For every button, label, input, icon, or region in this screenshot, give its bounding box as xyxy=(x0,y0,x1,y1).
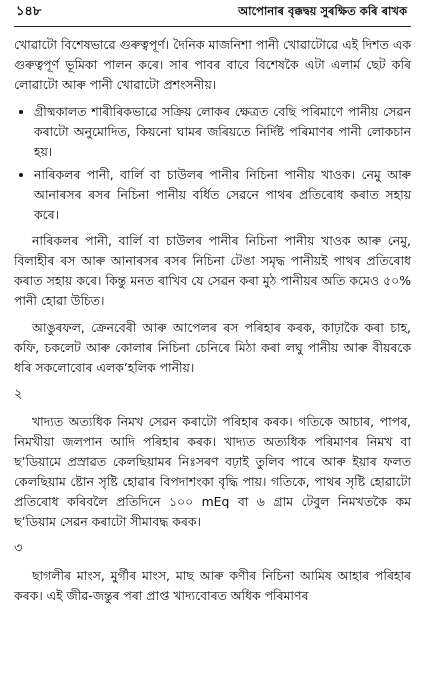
section-number: ৩ xyxy=(14,541,23,556)
paragraph: নাৰিকলৰ পানী, বাৰ্লি বা চাউলৰ পানীৰ নিচিনা পানীয় খাওক আৰু নেমু, বিলাহীৰ ৰস আৰু আনাৰসৰ ৰসৰ নিচিনা টেঙা সমৃদ্ধ পানীয়ই পাথৰ প্ৰতিৰোধ কৰাত সহায় কৰে। কিন্তু মনত ৰাখিব যে সেৱন কৰা মুঠ পানীয়ৰ অতি কমেও ৫০% পানী হোৱা উচিত। xyxy=(14,233,411,308)
section-number: ২ xyxy=(14,387,23,402)
running-title: আপোনাৰ বৃক্কদ্বয় সুৰক্ষিত কৰি ৰাখক xyxy=(238,4,407,18)
paragraph: খোৱাটো বিশেষভাৱে গুৰুত্বপূৰ্ণ। দৈনিক মাজনিশা পানী খোৱাটোৱে এই দিশত এক গুৰুত্বপূৰ্ণ ভূমিকা পালন কৰে। সাৰ পাবৰ বাবে বিশেষকৈ এটা এলাৰ্ম ছেট কৰি লোৱাটো আৰু পানী খোৱাটো প্ৰশংসনীয়। xyxy=(14,37,411,92)
page-number: ১৪৮ xyxy=(16,4,42,19)
paragraph: ছাগলীৰ মাংস, মুৰ্গীৰ মাংস, মাছ আৰু কণীৰ নিচিনা আমিষ আহাৰ পৰিহাৰ কৰক। এই জীৱ-জন্তুৰ পৰা প্ৰাপ্ত খাদ্যবোৰত অধিক পৰিমাণৰ xyxy=(14,568,411,603)
paragraph: খাদ্যত অত্যধিক নিমখ সেৱন কৰাটো পৰিহাৰ কৰক। গতিকে আচাৰ, পাপৰ, নিমখীয়া জলপান আদি পৰিহাৰ কৰক। খাদ্যত অত্যধিক পৰিমাণৰ নিমখ বা ছʼডিয়ামে প্ৰস্ৰাৱত কেলছিয়ামৰ নিঃসৰণ বঢ়াই তুলিব পাৰে আৰু ইয়াৰ ফলত কেলছিয়াম ষ্টোন সৃষ্টি হোৱাৰ বিপদাশংকা বৃদ্ধি পায়। গতিকে, পাথৰ সৃষ্টি হোৱাটো প্ৰতিৰোধ কৰিবলৈ প্ৰতিদিনে ১০০ mEq বা ৬ গ্ৰাম টেবুল নিমখতকৈ কম ছʼডিয়াম সেৱন কৰাটো সীমাবদ্ধ কৰক। xyxy=(14,414,411,529)
paragraph: আঙুৰফল, ক্ৰেনবেৰী আৰু আপেলৰ ৰস পৰিহাৰ কৰক, কাঢ়াকৈ কৰা চাহ, কফি, চকলেট আৰু কোলাৰ নিচিনা চেনিৰে মিঠা কৰা লঘু পানীয় আৰু বীয়ৰকে ধৰি সকলোবোৰ এলকʼহলিক পানীয়। xyxy=(14,320,411,375)
bullet-item: • গ্ৰীষ্মকালত শাৰীৰিকভাৱে সক্ৰিয় লোকৰ ক্ষেত্ৰত বেছি পৰিমাণে পানীয় সেৱন কৰাটো অনুমোদিত, কিয়নো ঘামৰ জৰিয়তে নিৰ্দিষ্ট পৰিমাণৰ পানী লোকচান হয়। xyxy=(34,102,411,162)
bullet-list xyxy=(14,102,411,225)
bullet-item: • নাৰিকলৰ পানী, বাৰ্লি বা চাউলৰ পানীৰ নিচিনা পানীয় খাওক। নেমু আৰু আনাৰসৰ ৰসৰ নিচিনা পানীয় বৰ্ধিত সেৱনে পাথৰ প্ৰতিৰোধ কৰাত সহায় কৰে। xyxy=(34,165,411,225)
page-header xyxy=(14,0,411,27)
